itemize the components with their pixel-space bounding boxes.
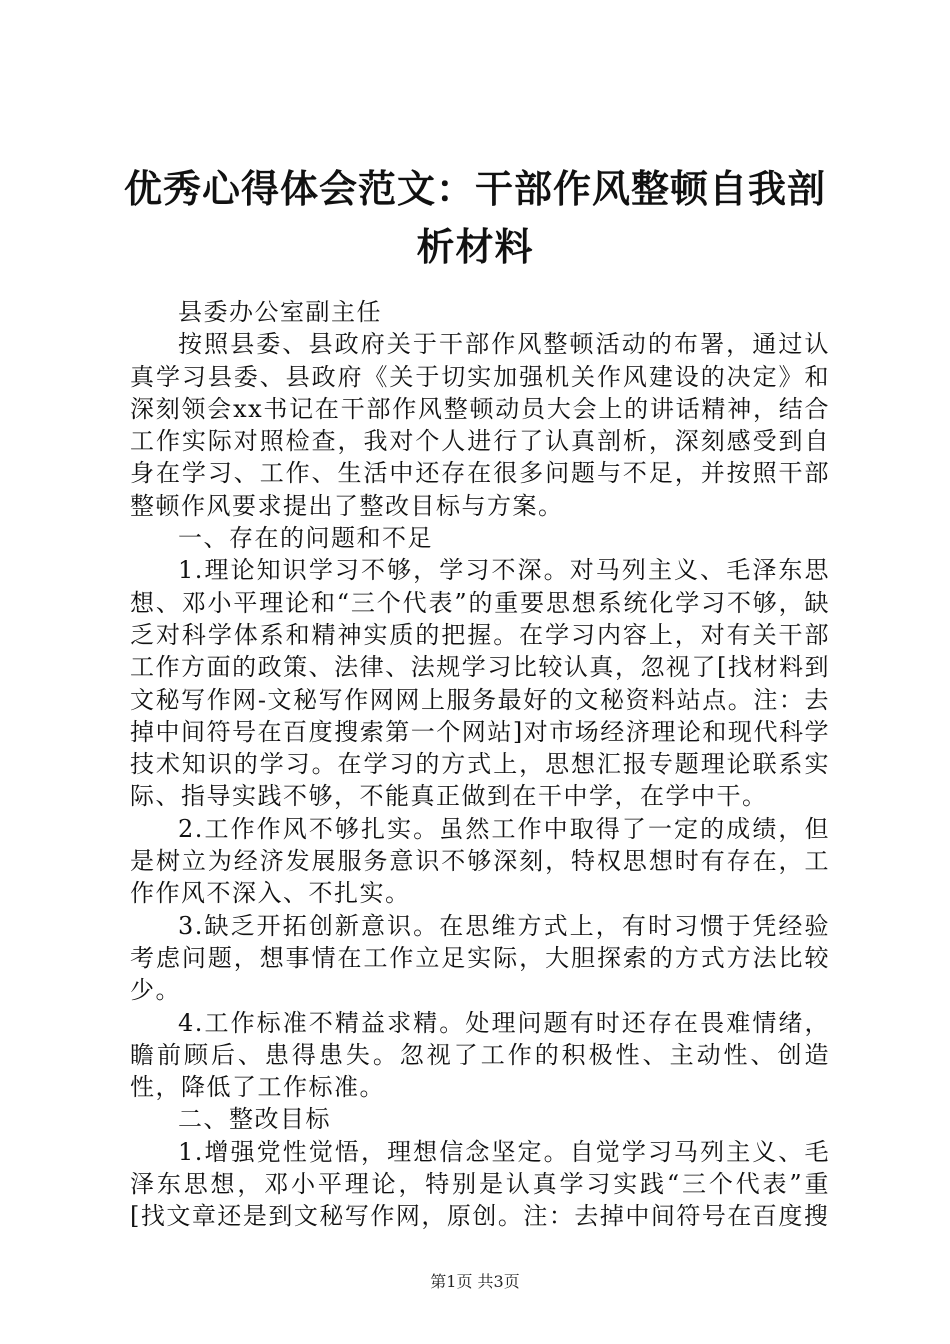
section-heading-problems: 一、存在的问题和不足: [178, 524, 433, 553]
page-footer: 第1页 共3页: [430, 1272, 520, 1291]
problem-item-4: 4.工作标准不精益求精。处理问题有时还存在畏难情绪，瞻前顾后、患得患失。忽视了工作的积极性、主动性、创造性，降低了工作标准。: [130, 1008, 830, 1102]
problem-item-1: 1.理论知识学习不够，学习不深。对马列主义、毛泽东思想、邓小平理论和“三个代表”的重要思想系统化学习不够，缺乏对科学体系和精神实质的把握。在学习内容上，对有关干部工作方面的政策、法律、法规学习比较认真，忽视了[找材料到文秘写作网-文秘写作网网上服务最好的文秘资料站点。注：去掉中间符号在百度搜索第一个网站]对市场经济理论和现代科学技术知识的学习。在学习的方式上，思想汇报专题理论联系实际、指导实践不够，不能真正做到在干中学，在学中干。: [130, 556, 830, 811]
problem-item-2: 2.工作作风不够扎实。虽然工作中取得了一定的成绩，但是树立为经济发展服务意识不够深刻，特权思想时有存在，工作作风不深入、不扎实。: [130, 814, 830, 908]
intro-paragraph: 按照县委、县政府关于干部作风整顿活动的布署，通过认真学习县委、县政府《关于切实加强机关作风建设的决定》和深刻领会xx书记在干部作风整顿动员大会上的讲话精神，结合工作实际对照检查，我对个人进行了认真剖析，深刻感受到自身在学习、工作、生活中还存在很多问题与不足，并按照干部整顿作风要求提出了整改目标与方案。: [130, 330, 830, 520]
document-body: [130, 296, 830, 1233]
goal-item-1: 1.增强党性觉悟，理想信念坚定。自觉学习马列主义、毛泽东思想，邓小平理论，特别是认真学习实践“三个代表”重[找文章还是到文秘写作网，原创。注：去掉中间符号在百度搜: [130, 1137, 830, 1231]
document-title: 优秀心得体会范文：干部作风整顿自我剖析材料: [123, 166, 826, 269]
author-line: 县委办公室副主任: [178, 298, 382, 326]
section-heading-goals: 二、整改目标: [178, 1105, 331, 1134]
problem-item-3: 3.缺乏开拓创新意识。在思维方式上，有时习惯于凭经验考虑问题，想事情在工作立足实际，大胆探索的方式方法比较少。: [130, 911, 830, 1005]
